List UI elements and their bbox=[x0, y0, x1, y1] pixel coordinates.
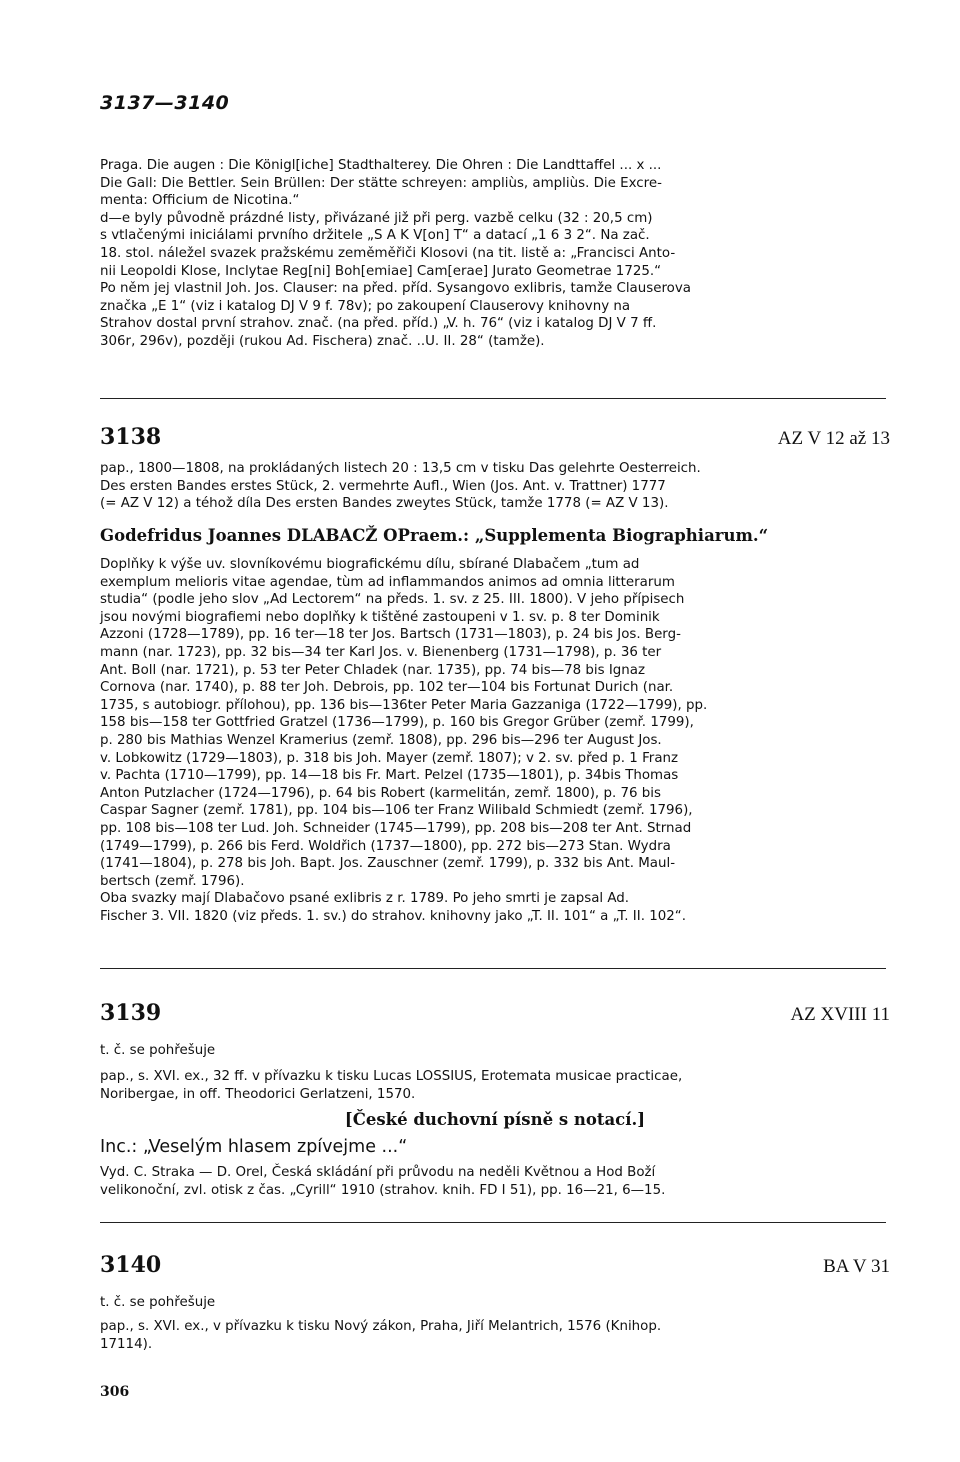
text-line: Ant. Boll (nar. 1721), p. 53 ter Peter Chladek (nar. 1735), pp. 74 bis—78 bis Ignaz bbox=[100, 662, 645, 678]
text-line: Strahov dostal první strahov. znač. (na před. příd.) „V. h. 76“ (viz i katalog DJ V 7 ff. bbox=[100, 316, 657, 332]
text-line: (= AZ V 12) a téhož díla Des ersten Bandes zweytes Stück, tamže 1778 (= AZ V 13). bbox=[100, 496, 669, 512]
text-line: Po něm jej vlastnil Joh. Jos. Clauser: na před. příd. Sysangovo exlibris, tamže Clauserova bbox=[100, 281, 691, 297]
text-line: (1741—1804), p. 278 bis Joh. Bapt. Jos. Zauschner (zemř. 1799), p. 332 bis Ant. Maul- bbox=[100, 856, 676, 872]
text-line: mann (nar. 1723), pp. 32 bis—34 ter Karl Jos. v. Bienenberg (1731—1798), p. 36 ter bbox=[100, 644, 662, 660]
shelf-mark: AZ V 12 až 13 bbox=[777, 428, 890, 449]
entry-3139-incipit: Inc.: „Veselým hlasem zpívejme ...“ bbox=[100, 1137, 408, 1157]
running-head: 3137—3140 bbox=[100, 92, 230, 114]
divider bbox=[100, 1222, 886, 1223]
missing-note: t. č. se pohřešuje bbox=[100, 1043, 216, 1058]
text-line: s vtlačenými iniciálami prvního držitele „S A K V[on] T“ a datací „1 6 3 2“. Na zač. bbox=[100, 228, 650, 244]
text-line: v. Lobkowitz (1729—1803), p. 318 bis Joh. Mayer (zemř. 1807); v 2. sv. před p. 1 Franz bbox=[100, 750, 679, 766]
shelf-mark: BA V 31 bbox=[823, 1256, 890, 1277]
shelf-mark: AZ XVIII 11 bbox=[790, 1004, 890, 1025]
text-line: pap., s. XVI. ex., v přívazku k tisku Nový zákon, Praha, Jiří Melantrich, 1576 (Knihop. bbox=[100, 1319, 662, 1334]
entry-3138-title: Godefridus Joannes DLABACŽ OPraem.: „Supplementa Biographiarum.“ bbox=[100, 526, 769, 545]
text-line: jsou novými biografiemi nebo doplňky k tištěné zastoupeni v 1. sv. p. 8 ter Dominik bbox=[100, 609, 660, 625]
entry-3138-body bbox=[100, 556, 890, 925]
entry-3139-header bbox=[100, 1000, 890, 1034]
text-line: Vyd. C. Straka — D. Orel, Česká skládání při průvodu na neděli Květnou a Hod Boží bbox=[100, 1165, 656, 1180]
text-line: (1749—1799), p. 266 bis Ferd. Woldřich (1737—1800), pp. 272 bis—273 Stan. Wydra bbox=[100, 838, 671, 854]
text-line: pp. 108 bis—108 ter Lud. Joh. Schneider (1745—1799), pp. 208 bis—208 ter Ant. Strnad bbox=[100, 820, 692, 836]
missing-note: t. č. se pohřešuje bbox=[100, 1295, 216, 1310]
text-line: menta: Officium de Nicotina.“ bbox=[100, 193, 300, 209]
text-line: p. 280 bis Mathias Wenzel Kramerius (zemř. 1808), pp. 296 bis—296 ter August Jos. bbox=[100, 732, 662, 748]
text-line: Die Gall: Die Bettler. Sein Brüllen: Der stätte schreyen: ampliùs, ampliùs. Die Excre- bbox=[100, 175, 662, 191]
text-line: pap., s. XVI. ex., 32 ff. v přívazku k tisku Lucas LOSSIUS, Erotemata musicae practicae, bbox=[100, 1069, 683, 1084]
text-line: v. Pachta (1710—1799), pp. 14—18 bis Fr. Mart. Pelzel (1735—1801), p. 34bis Thomas bbox=[100, 768, 679, 784]
text-line: velikonoční, zvl. otisk z čas. „Cyrill“ 1910 (strahov. knih. FD I 51), pp. 16—21, 6—15. bbox=[100, 1182, 666, 1198]
entry-number: 3138 bbox=[100, 424, 162, 450]
text-line: Doplňky k výše uv. slovníkovému biografickému dílu, sbírané Dlabačem „tum ad bbox=[100, 557, 640, 572]
entry-number: 3139 bbox=[100, 1000, 162, 1026]
text-line: Cornova (nar. 1740), p. 88 ter Joh. Debrois, pp. 102 ter—104 bis Fortunat Durich (nar. bbox=[100, 680, 674, 696]
text-line: Praga. Die augen : Die Königl[iche] Stadthalterey. Die Ohren : Die Landttaffel ... x ... bbox=[100, 158, 662, 173]
entry-3140-body bbox=[100, 1318, 890, 1353]
divider bbox=[100, 968, 886, 969]
text-line: nii Leopoldi Klose, Inclytae Reg[ni] Boh[emiae] Cam[erae] Jurato Geometrae 1725.“ bbox=[100, 263, 662, 279]
text-line: Des ersten Bandes erstes Stück, 2. vermehrte Aufl., Wien (Jos. Ant. v. Trattner) 1777 bbox=[100, 478, 666, 494]
page-number: 306 bbox=[100, 1384, 130, 1400]
text-line: Oba svazky mají Dlabačovo psané exlibris z r. 1789. Po jeho smrti je zapsal Ad. bbox=[100, 891, 630, 907]
entry-3139-body bbox=[100, 1164, 890, 1199]
text-line: Caspar Sagner (zemř. 1781), pp. 104 bis—106 ter Franz Wilibald Schmiedt (zemř. 1796), bbox=[100, 803, 693, 819]
text-line: exemplum melioris vitae agendae, tùm ad inflammandos animos ad omnia litterarum bbox=[100, 574, 675, 590]
entry-3137-text bbox=[100, 157, 890, 351]
text-line: Fischer 3. VII. 1820 (viz předs. 1. sv.) do strahov. knihovny jako „T. II. 101“ a „T. II. 102“. bbox=[100, 908, 686, 924]
divider bbox=[100, 398, 886, 399]
text-line: 158 bis—158 ter Gottfried Gratzel (1736—1799), p. 160 bis Gregor Grüber (zemř. 1799), bbox=[100, 715, 694, 731]
text-line: studia“ (podle jeho slov „Ad Lectorem“ na předs. 1. sv. z 25. III. 1800). V jeho přípisech bbox=[100, 592, 685, 608]
text-line: Noribergae, in off. Theodorici Gerlatzeni, 1570. bbox=[100, 1086, 416, 1102]
text-line: 18. stol. náležel svazek pražskému zeměměřiči Klosovi (na tit. listě a: „Francisci Anto- bbox=[100, 245, 676, 261]
text-line: 306r, 296v), později (rukou Ad. Fischera) znač. ..U. II. 28“ (tamže). bbox=[100, 333, 545, 349]
text-line: 17114). bbox=[100, 1336, 153, 1352]
text-line: Anton Putzlacher (1724—1796), p. 64 bis Robert (karmelitán, zemř. 1800), p. 76 bis bbox=[100, 785, 661, 801]
text-line: Azzoni (1728—1789), pp. 16 ter—18 ter Jos. Bartsch (1731—1803), p. 24 bis Jos. Berg- bbox=[100, 627, 681, 643]
text-line: d—e byly původně prázdné listy, přivázané již při perg. vazbě celku (32 : 20,5 cm) bbox=[100, 210, 653, 226]
text-line: značka „E 1“ (viz i katalog DJ V 9 f. 78v); po zakoupení Clauserovy knihovny na bbox=[100, 298, 631, 314]
entry-3139-intro bbox=[100, 1068, 890, 1103]
entry-3138-header bbox=[100, 424, 890, 458]
entry-3139-title: [České duchovní písně s notací.] bbox=[344, 1110, 646, 1129]
text-line: pap., 1800—1808, na prokládaných listech 20 : 13,5 cm v tisku Das gelehrte Oesterreich. bbox=[100, 461, 701, 476]
entry-3138-intro bbox=[100, 460, 890, 513]
text-line: 1735, s autobiogr. přílohou), pp. 136 bis—136ter Peter Maria Gazzaniga (1722—1799), pp. bbox=[100, 697, 708, 713]
entry-number: 3140 bbox=[100, 1252, 162, 1278]
text-line: bertsch (zemř. 1796). bbox=[100, 873, 245, 889]
entry-3140-header bbox=[100, 1252, 890, 1286]
